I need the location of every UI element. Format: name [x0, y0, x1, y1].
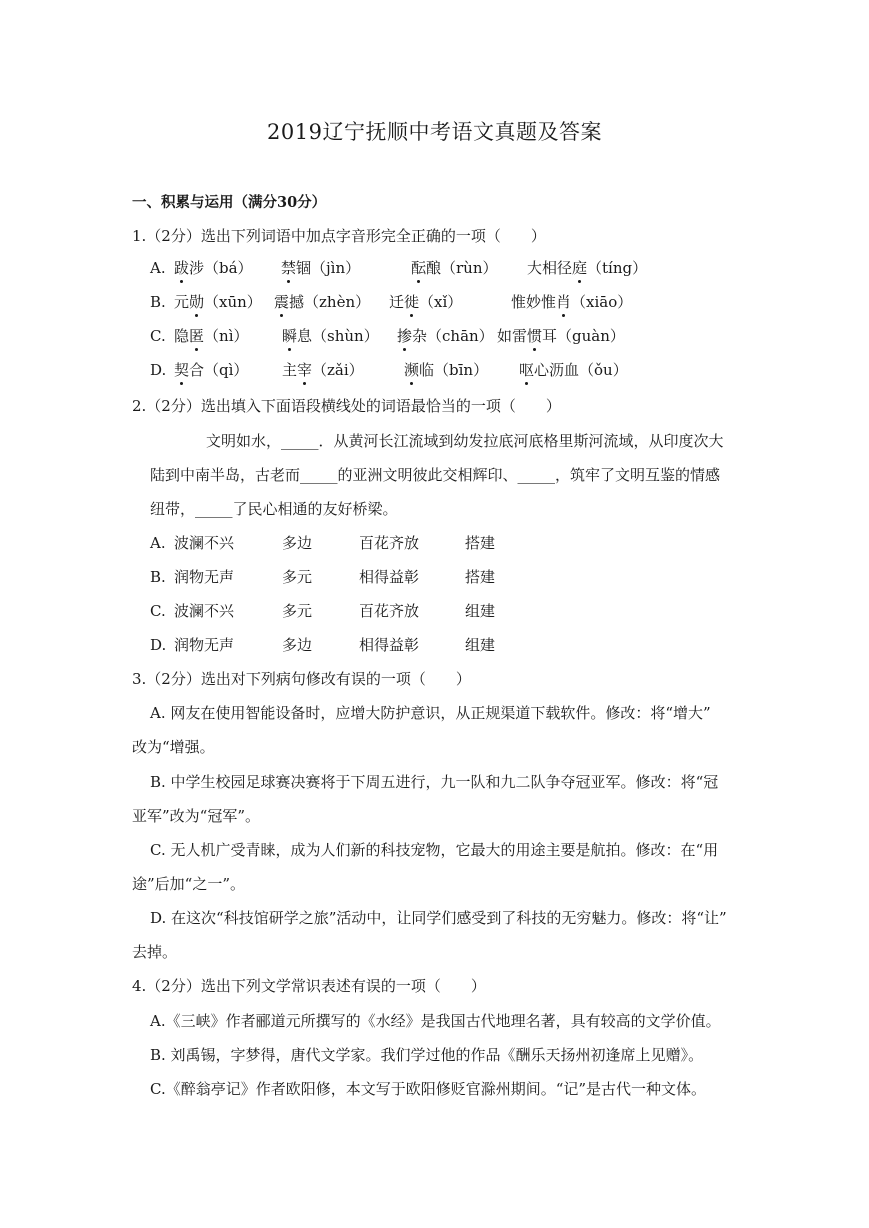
option-label: A. — [150, 259, 166, 277]
dotted-char: 宰 — [297, 361, 313, 379]
word: 禁锢（jìn） — [281, 259, 361, 277]
section-heading: 一、积累与运用（满分30分） — [132, 194, 327, 211]
word: 惟妙惟肖（xiāo） — [511, 293, 633, 311]
dotted-char: 禁 — [281, 259, 297, 277]
dotted-char: 掺 — [397, 327, 413, 345]
question-3-stem: 3.（2分）选出对下列病句修改有误的一项（ ） — [132, 670, 471, 688]
word: 掺杂（chān） — [397, 327, 494, 345]
dotted-char: 勋 — [189, 293, 205, 311]
question-4-option-a: A.《三峡》作者郦道元所撰写的《水经》是我国古代地理名著，具有较高的文学价值。 — [150, 1012, 721, 1030]
dotted-char: 呕 — [519, 361, 535, 379]
dotted-char: 濒 — [404, 361, 420, 379]
word: 如雷惯耳（guàn） — [497, 327, 625, 345]
dotted-char: 惯 — [527, 327, 543, 345]
question-2-stem: 2.（2分）选出填入下面语段横线处的词语最恰当的一项（ ） — [132, 397, 561, 415]
word: 大相径庭（tíng） — [527, 259, 648, 277]
word: 跋涉（bá） — [174, 259, 253, 277]
word: 酝酿（rùn） — [411, 259, 498, 277]
dotted-char: 瞬 — [282, 327, 298, 345]
dotted-char: 肖 — [556, 293, 572, 311]
option-label: D. — [150, 361, 167, 379]
word: 隐匿（nì） — [174, 327, 249, 345]
question-3-option-a: A. 网友在使用智能设备时，应增大防护意识，从正规渠道下载软件。修改：将“增大” — [150, 704, 711, 722]
passage-line: 陆到中南半岛，古老而_____的亚洲文明彼此交相辉印、_____，筑牢了文明互鉴的情感 — [150, 466, 721, 484]
dotted-char: 酝 — [411, 259, 427, 277]
dotted-char: 匿 — [189, 327, 205, 345]
question-4-stem: 4.（2分）选出下列文学常识表述有误的一项（ ） — [132, 977, 486, 995]
document-title: 2019辽宁抚顺中考语文真题及答案 — [267, 120, 602, 144]
word: 濒临（bīn） — [404, 361, 489, 379]
dotted-char: 庭 — [572, 259, 588, 277]
option-label: C. — [150, 327, 166, 345]
question-4-option-b: B. 刘禹锡，字梦得，唐代文学家。我们学过他的作品《酬乐天扬州初逢席上见赠》。 — [150, 1046, 704, 1064]
word: 震撼（zhèn） — [274, 293, 371, 311]
question-3-option-b: B. 中学生校园足球赛决赛将于下周五进行，九一队和九二队争夺冠亚军。修改：将“冠 — [150, 773, 719, 791]
word: 瞬息（shùn） — [282, 327, 379, 345]
dotted-char: 徙 — [404, 293, 420, 311]
question-3-option-b-cont: 亚军”改为“冠军”。 — [132, 807, 261, 825]
word: 契合（qì） — [174, 361, 249, 379]
passage-line: 文明如水，_____．从黄河长江流域到幼发拉底河底格里斯河流域，从印度次大 — [206, 432, 724, 450]
question-4-option-c: C.《醉翁亭记》作者欧阳修，本文写于欧阳修贬官滁州期间。“记”是古代一种文体。 — [150, 1080, 707, 1098]
word: 迁徙（xǐ） — [389, 293, 463, 311]
dotted-char: 跋 — [174, 259, 190, 277]
question-1-stem: 1.（2分）选出下列词语中加点字音形完全正确的一项（ ） — [132, 227, 546, 245]
dotted-char: 震 — [274, 293, 290, 311]
passage-line: 纽带，_____了民心相通的友好桥梁。 — [150, 500, 398, 518]
question-3-option-c-cont: 途”后加“之一”。 — [132, 875, 246, 893]
document-page: 2019辽宁抚顺中考语文真题及答案 一、积累与运用（满分30分） 1.（2分）选出下列词语中加点字音形完全正确的一项（ ） A. 跋涉（bá） 禁锢（jìn） 酝酿（rùn） 大相径庭（tíng） B. 元勋（xūn） 震撼（zhèn） 迁徙（xǐ） 惟妙惟肖（xiāo） C. 隐匿（nì） 瞬息（shùn） 掺杂（chān） 如雷惯耳（guàn） D. 契合（qì） 主宰（zǎi） 濒临（bīn） 呕心沥血（ǒu） 2.（2分）选出填入下面语段横线处的词语最恰当的一项（ ） 文明如水，_____．从黄河长江流域到幼发拉底河底格里斯河流域，从印度次大 陆到中南半岛，古老而_____的亚洲文明彼此交相辉印、_____，筑牢了文明互鉴的情感 纽带，_____了民心相通的友好桥梁。 A. 波澜不兴 多边 百花齐放 搭建 B. 润物无声 多元 相得益彰 搭建 C. 波澜不兴 多元 百花齐放 组建 D. 润物无声 多边 相得益彰 组建 3.（2分）选出对下列病句修改有误的一项（ ） A. 网友在使用智能设备时，应增大防护意识，从正规渠道下载软件。修改：将“增大” 改为“增强。 B. 中学生校园足球赛决赛将于下周五进行，九一队和九二队争夺冠亚军。修改：将“冠 亚军”改为“冠军”。 C. 无人机广受青睐，成为人们新的科技宠物，它最大的用途主要是航拍。修改：在“用 途”后加“之一”。 D. 在这次“科技馆研学之旅”活动中，让同学们感受到了科技的无穷魅力。修改：将“让” 去掉。 4.（2分）选出下列文学常识表述有误的一项（ ） A.《三峡》作者郦道元所撰写的《水经》是我国古代地理名著，具有较高的文学价值。 B. 刘禹锡，字梦得，唐代文学家。我们学过他的作品《酬乐天扬州初逢席上见赠》。 C.《醉翁亭记》作者欧阳修，本文写于欧阳修贬官滁州期间。“记”是古代一种文体。 — [0, 0, 869, 1228]
word: 元勋（xūn） — [174, 293, 262, 311]
word: 主宰（zǎi） — [282, 361, 364, 379]
question-3-option-d-cont: 去掉。 — [132, 943, 178, 961]
word: 呕心沥血（ǒu） — [519, 361, 628, 379]
option-label: B. — [150, 293, 166, 311]
question-3-option-d: D. 在这次“科技馆研学之旅”活动中，让同学们感受到了科技的无穷魅力。修改：将“让” — [150, 909, 727, 927]
question-3-option-a-cont: 改为“增强。 — [132, 738, 215, 756]
dotted-char: 契 — [174, 361, 190, 379]
question-3-option-c: C. 无人机广受青睐，成为人们新的科技宠物，它最大的用途主要是航拍。修改：在“用 — [150, 841, 719, 859]
